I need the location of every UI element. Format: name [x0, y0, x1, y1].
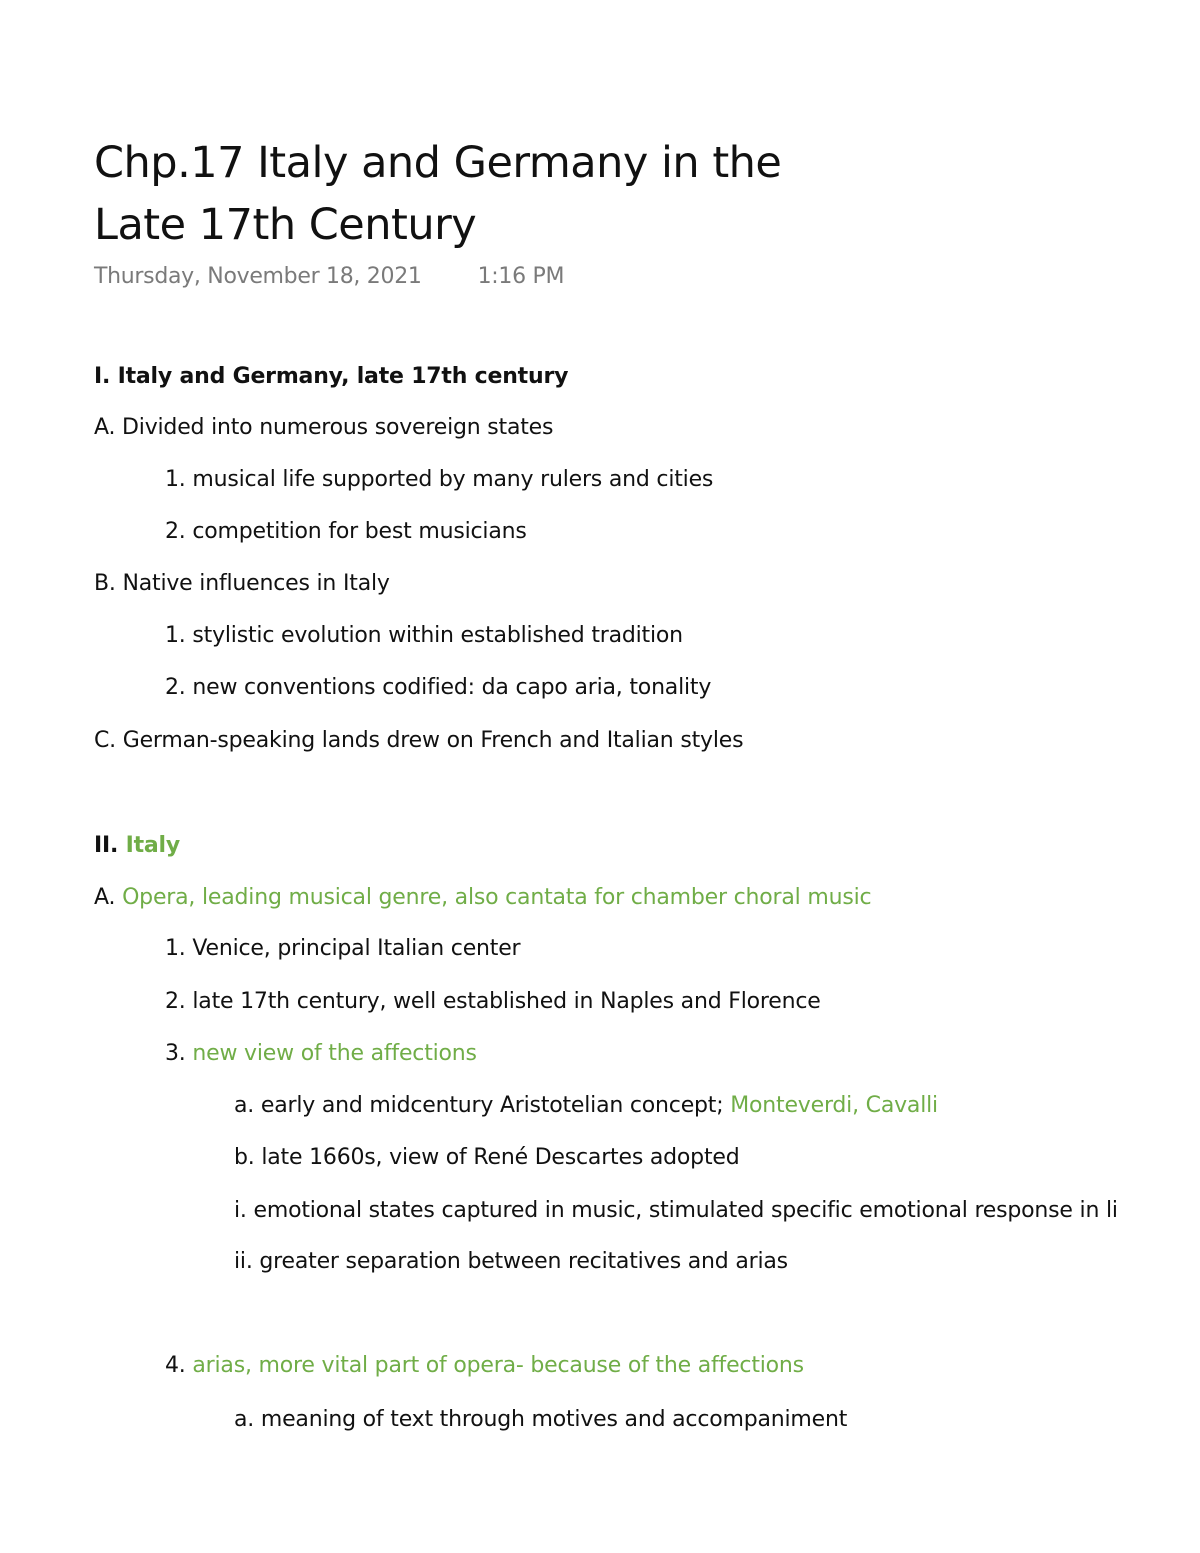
outline-item: 2. new conventions codified: da capo aria, tonality: [165, 675, 712, 700]
outline-item: [234, 1091, 938, 1121]
section-1-heading: I. Italy and Germany, late 17th century: [94, 364, 569, 389]
page-title: [94, 132, 781, 256]
outline-item: a. meaning of text through motives and accompaniment: [234, 1407, 848, 1432]
outline-text: a. early and midcentury Aristotelian concept;: [234, 1093, 724, 1118]
outline-item: A. Divided into numerous sovereign states: [94, 415, 554, 440]
outline-item: 1. Venice, principal Italian center: [165, 936, 521, 961]
note-time: 1:16 PM: [477, 264, 565, 289]
outline-item: 2. late 17th century, well established in Naples and Florence: [165, 989, 821, 1014]
outline-item: [165, 1351, 804, 1381]
note-timestamp: [94, 262, 564, 292]
outline-item: [94, 883, 871, 913]
note-date: Thursday, November 18, 2021: [94, 264, 422, 289]
outline-item: [165, 1039, 477, 1069]
highlighted-text: Opera, leading musical genre, also cantata for chamber choral music: [122, 885, 872, 910]
outline-label: A.: [94, 885, 116, 910]
outline-item: C. German-speaking lands drew on French and Italian styles: [94, 728, 744, 753]
title-line-2: Late 17th Century: [94, 200, 477, 250]
outline-item: ii. greater separation between recitatives and arias: [234, 1249, 788, 1274]
outline-item: 1. stylistic evolution within established tradition: [165, 623, 683, 648]
outline-item: B. Native influences in Italy: [94, 571, 390, 596]
highlighted-text: arias, more vital part of opera- because of the affections: [192, 1353, 804, 1378]
outline-label: 3.: [165, 1041, 186, 1066]
highlighted-text: Monteverdi, Cavalli: [730, 1093, 938, 1118]
section-2-heading: [94, 831, 180, 861]
outline-item: b. late 1660s, view of René Descartes adopted: [234, 1145, 740, 1170]
outline-label: 4.: [165, 1353, 186, 1378]
section-2-title: Italy: [125, 833, 181, 858]
outline-item: 2. competition for best musicians: [165, 519, 527, 544]
highlighted-text: new view of the affections: [192, 1041, 477, 1066]
section-2-number: II.: [94, 833, 119, 858]
outline-item: i. emotional states captured in music, stimulated specific emotional response in li: [234, 1198, 1118, 1223]
outline-item: 1. musical life supported by many rulers and cities: [165, 467, 714, 492]
title-line-1: Chp.17 Italy and Germany in the: [94, 138, 782, 188]
